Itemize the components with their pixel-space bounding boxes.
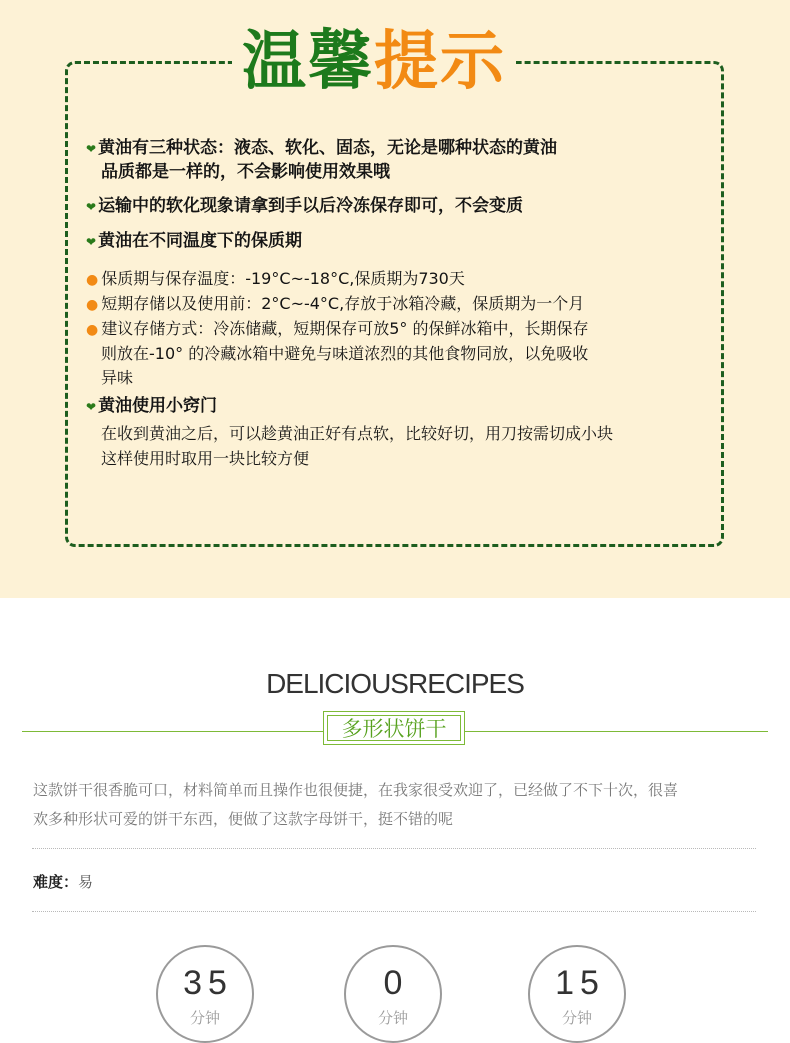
heart-icon: ❤ bbox=[86, 142, 97, 156]
time-stat-unit: 分钟 bbox=[189, 1009, 220, 1027]
recipe-name: 多形状饼干 bbox=[327, 715, 461, 741]
dot-icon: ● bbox=[86, 297, 99, 313]
tip-item bbox=[86, 229, 302, 254]
dotted-divider bbox=[32, 848, 756, 849]
tips-title-part1: 温馨 bbox=[242, 25, 374, 99]
tip-text: 运输中的软化现象请拿到手以后冷冻保存即可，不会变质 bbox=[98, 196, 524, 216]
usage-title-text: 黄油使用小窍门 bbox=[98, 396, 218, 416]
shelf-life-text: 短期存储以及使用前：2°C~-4°C,存放于冰箱冷藏，保质期为一个月 bbox=[101, 294, 585, 313]
shelf-life-text: 建议存储方式：冷冻储藏，短期保存可放5° 的保鲜冰箱中，长期保存 bbox=[101, 319, 589, 338]
time-stat-value: 15 bbox=[555, 964, 605, 1002]
time-stat-value: 35 bbox=[183, 964, 233, 1002]
difficulty-label: 难度： bbox=[33, 873, 79, 891]
recipe-description-line: 欢多种形状可爱的饼干东西，便做了这款字母饼干，挺不错的呢 bbox=[33, 810, 454, 828]
shelf-life-text-continued: 异味 bbox=[101, 368, 134, 387]
recipe-description-line: 这款饼干很香脆可口，材料简单而且操作也很便捷，在我家很受欢迎了，已经做了不下十次，很喜 bbox=[33, 781, 679, 799]
tips-title-part2: 提示 bbox=[374, 25, 506, 99]
difficulty bbox=[33, 870, 93, 894]
shelf-life-item bbox=[86, 292, 584, 317]
recipes-heading: DELICIOUSRECIPES bbox=[266, 668, 524, 699]
heart-icon: ❤ bbox=[86, 235, 97, 249]
tip-item bbox=[86, 194, 523, 219]
shelf-life-text: 保质期与保存温度：-19°C~-18°C,保质期为730天 bbox=[101, 269, 465, 288]
time-stat bbox=[156, 945, 254, 1043]
time-stat-unit: 分钟 bbox=[377, 1009, 408, 1027]
tip-text: 黄油有三种状态：液态、软化、固态，无论是哪种状态的黄油 bbox=[98, 138, 558, 158]
shelf-life-item bbox=[86, 267, 465, 292]
recipe-name-tag bbox=[323, 711, 465, 745]
usage-title bbox=[86, 394, 217, 419]
usage-text: 在收到黄油之后，可以趁黄油正好有点软，比较好切，用刀按需切成小块 bbox=[101, 424, 614, 443]
usage-text: 这样使用时取用一块比较方便 bbox=[101, 449, 310, 468]
time-stat bbox=[344, 945, 442, 1043]
shelf-life-text-continued: 则放在-10° 的冷藏冰箱中避免与味道浓烈的其他食物同放，以免吸收 bbox=[101, 344, 589, 363]
tips-title bbox=[232, 14, 516, 110]
time-stat-value: 0 bbox=[383, 964, 409, 1002]
recipe-description bbox=[33, 776, 763, 834]
dot-icon: ● bbox=[86, 272, 99, 288]
time-stat-unit: 分钟 bbox=[561, 1009, 592, 1027]
heart-icon: ❤ bbox=[86, 400, 97, 414]
dot-icon: ● bbox=[86, 322, 99, 338]
heart-icon: ❤ bbox=[86, 200, 97, 214]
time-stat bbox=[528, 945, 626, 1043]
tip-text: 黄油在不同温度下的保质期 bbox=[98, 231, 303, 251]
shelf-life-item bbox=[86, 317, 589, 342]
tip-item bbox=[86, 136, 557, 161]
tip-text-continued: 品质都是一样的，不会影响使用效果哦 bbox=[101, 162, 390, 182]
dotted-divider bbox=[32, 911, 756, 912]
difficulty-value: 易 bbox=[78, 873, 94, 891]
